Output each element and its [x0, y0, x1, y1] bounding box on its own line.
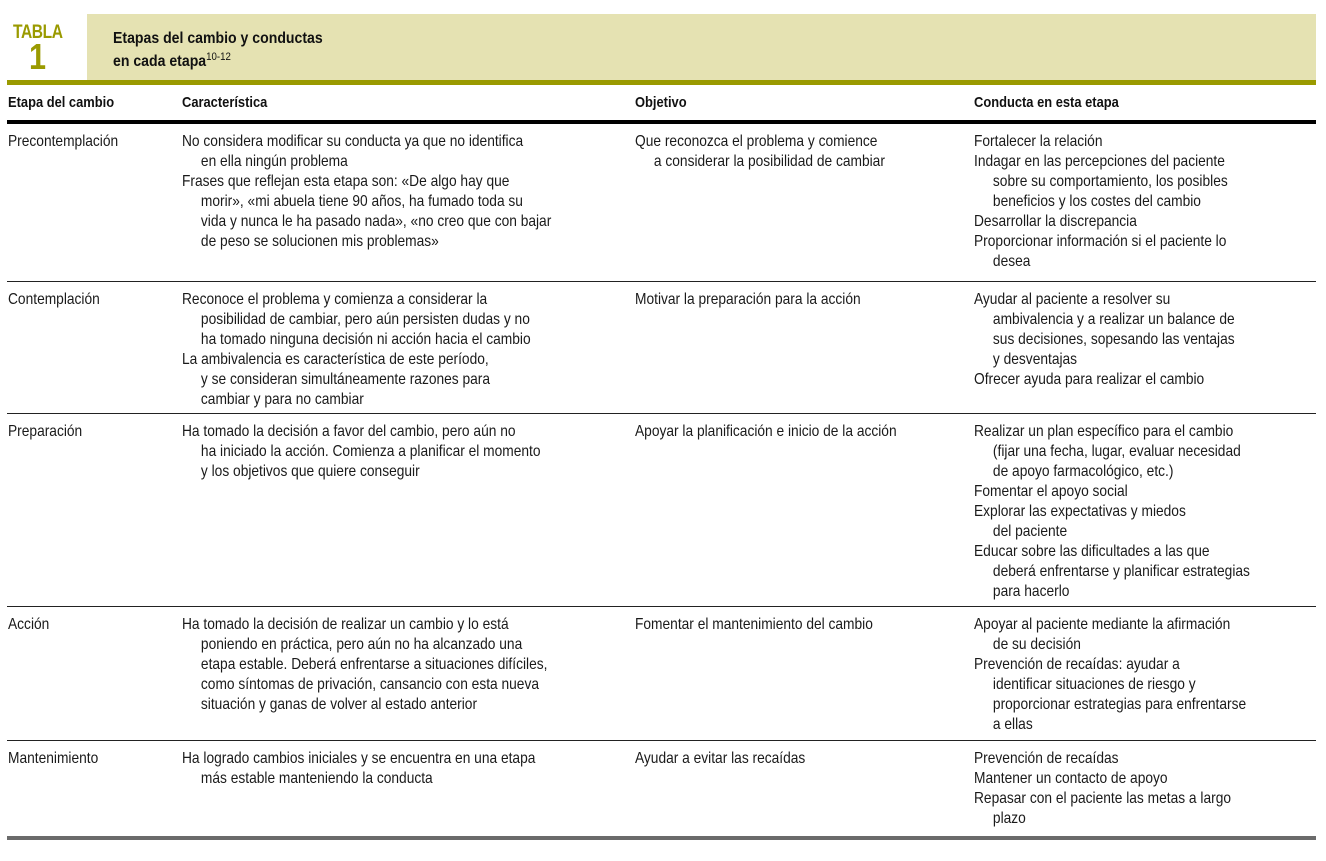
table-title-reference: 10-12: [206, 51, 231, 63]
table-label: [7, 14, 87, 80]
table-row: [7, 124, 1316, 282]
cell-line: Prevención de recaídas: ayudar a: [974, 656, 1180, 673]
objective-cell: [635, 132, 885, 172]
stage-cell: Mantenimiento: [8, 750, 99, 767]
stage-cell: Contemplación: [8, 291, 100, 308]
cell-line: Explorar las expectativas y miedos: [974, 503, 1186, 520]
cell-paragraph: [974, 749, 1231, 769]
conduct-cell: [974, 132, 1228, 272]
cell-paragraph: [974, 769, 1231, 789]
conduct-cell: [974, 422, 1250, 602]
cell-line: Frases que reflejan esta etapa son: «De algo hay que: [182, 173, 510, 190]
cell-line: ambivalencia y a realizar un balance de: [992, 311, 1235, 328]
table-row: [7, 414, 1316, 607]
cell-paragraph: [182, 422, 541, 482]
table-title-line1: Etapas del cambio y conductas: [113, 30, 323, 47]
cell-line: Ha tomado la decisión de realizar un cambio y lo está: [182, 616, 509, 633]
cell-line: proporcionar estrategias para enfrentarse: [992, 696, 1247, 713]
cell-line: Fomentar el apoyo social: [974, 483, 1128, 500]
cell-line: de peso se solucionen mis problemas»: [200, 233, 439, 250]
cell-line: ha tomado ninguna decisión ni acción hacia el cambio: [200, 331, 531, 348]
cell-line: (fijar una fecha, lugar, evaluar necesidad: [992, 443, 1241, 460]
cell-line: Ha tomado la decisión a favor del cambio, pero aún no: [182, 423, 516, 440]
cell-line: Reconoce el problema y comienza a considerar la: [182, 291, 488, 308]
cell-line: beneficios y los costes del cambio: [992, 193, 1201, 210]
table-number: 1: [29, 36, 47, 77]
cell-line: Apoyar al paciente mediante la afirmación: [974, 616, 1231, 633]
cell-paragraph: [974, 370, 1235, 390]
cell-line: Fortalecer la relación: [974, 133, 1103, 150]
characteristic-cell: [182, 422, 541, 482]
table-title: [113, 30, 323, 71]
cell-paragraph: [974, 422, 1250, 482]
cell-line: posibilidad de cambiar, pero aún persisten dudas y no: [200, 311, 530, 328]
cell-paragraph: [635, 749, 805, 769]
cell-paragraph: [974, 132, 1228, 152]
objective-cell: [635, 422, 897, 442]
cell-line: plazo: [992, 810, 1026, 827]
cell-line: Mantener un contacto de apoyo: [974, 770, 1168, 787]
cell-line: Prevención de recaídas: [974, 750, 1119, 767]
table-row: [7, 741, 1316, 836]
cell-line: más estable manteniendo la conducta: [200, 770, 433, 787]
cell-line: poniendo en práctica, pero aún no ha alcanzado una: [200, 636, 523, 653]
cell-line: Motivar la preparación para la acción: [635, 291, 861, 308]
conduct-cell: [974, 290, 1235, 390]
cell-line: Proporcionar información si el paciente lo: [974, 233, 1227, 250]
cell-line: Ayudar a evitar las recaídas: [635, 750, 806, 767]
cell-line: Apoyar la planificación e inicio de la acción: [635, 423, 897, 440]
cell-line: cambiar y para no cambiar: [200, 391, 364, 408]
cell-line: Educar sobre las dificultades a las que: [974, 543, 1210, 560]
objective-cell: [635, 290, 861, 310]
cell-paragraph: [182, 350, 531, 410]
header-objective: Objetivo: [635, 94, 687, 111]
cell-paragraph: [974, 212, 1228, 232]
cell-line: y los objetivos que quiere conseguir: [200, 463, 420, 480]
objective-cell: [635, 615, 873, 635]
cell-paragraph: [974, 542, 1250, 602]
table-row: [7, 282, 1316, 414]
conduct-cell: [974, 615, 1246, 735]
cell-line: sobre su comportamiento, los posibles: [992, 173, 1228, 190]
characteristic-cell: [182, 132, 551, 252]
characteristic-cell: [182, 615, 547, 715]
cell-line: de su decisión: [992, 636, 1081, 653]
cell-line: de apoyo farmacológico, etc.): [992, 463, 1174, 480]
table-label-word: TABLA: [13, 22, 63, 43]
cell-line: en ella ningún problema: [200, 153, 348, 170]
cell-line: La ambivalencia es característica de este período,: [182, 351, 489, 368]
cell-line: Ofrecer ayuda para realizar el cambio: [974, 371, 1205, 388]
objective-cell: [635, 749, 805, 769]
table-title-box: [87, 14, 1316, 80]
cell-paragraph: [182, 132, 551, 172]
table-row: [7, 607, 1316, 741]
cell-paragraph: [974, 482, 1250, 502]
characteristic-cell: [182, 749, 535, 789]
cell-line: Fomentar el mantenimiento del cambio: [635, 616, 873, 633]
cell-line: Ayudar al paciente a resolver su: [974, 291, 1171, 308]
header-stage: Etapa del cambio: [8, 94, 115, 111]
cell-paragraph: [974, 232, 1228, 272]
cell-paragraph: [182, 172, 551, 252]
cell-line: desea: [992, 253, 1031, 270]
cell-paragraph: [974, 290, 1235, 370]
cell-paragraph: [974, 615, 1246, 655]
cell-paragraph: [182, 615, 547, 715]
cell-line: Desarrollar la discrepancia: [974, 213, 1137, 230]
cell-line: a ellas: [992, 716, 1033, 733]
cell-line: vida y nunca le ha pasado nada», «no creo que con bajar: [200, 213, 552, 230]
cell-paragraph: [974, 655, 1246, 735]
cell-line: y desventajas: [992, 351, 1078, 368]
cell-line: Que reconozca el problema y comience: [635, 133, 878, 150]
conduct-cell: [974, 749, 1231, 829]
cell-line: Realizar un plan específico para el cambio: [974, 423, 1234, 440]
cell-line: Indagar en las percepciones del paciente: [974, 153, 1225, 170]
stage-cell: Acción: [8, 616, 50, 633]
cell-paragraph: [635, 132, 885, 172]
cell-paragraph: [974, 789, 1231, 829]
cell-paragraph: [182, 749, 535, 789]
characteristic-cell: [182, 290, 531, 410]
cell-line: a considerar la posibilidad de cambiar: [653, 153, 885, 170]
cell-line: identificar situaciones de riesgo y: [992, 676, 1196, 693]
cell-paragraph: [974, 502, 1250, 542]
cell-line: como síntomas de privación, cansancio con esta nueva: [200, 676, 539, 693]
cell-paragraph: [974, 152, 1228, 212]
cell-line: morir», «mi abuela tiene 90 años, ha fumado toda su: [200, 193, 523, 210]
cell-paragraph: [635, 422, 897, 442]
table-title-line2: en cada etapa: [113, 53, 207, 70]
table-bottom-rule: [7, 836, 1316, 840]
table-header-row: [7, 85, 1316, 120]
cell-line: Ha logrado cambios iniciales y se encuentra en una etapa: [182, 750, 536, 767]
cell-line: ha iniciado la acción. Comienza a planificar el momento: [200, 443, 541, 460]
header-conduct: Conducta en esta etapa: [974, 94, 1119, 111]
cell-paragraph: [182, 290, 531, 350]
cell-line: y se consideran simultáneamente razones para: [200, 371, 491, 388]
stage-cell: Preparación: [8, 423, 83, 440]
cell-line: sus decisiones, sopesando las ventajas: [992, 331, 1235, 348]
cell-line: No considera modificar su conducta ya que no identifica: [182, 133, 524, 150]
cell-line: Repasar con el paciente las metas a largo: [974, 790, 1232, 807]
table-title-band: [7, 14, 1316, 80]
cell-line: etapa estable. Deberá enfrentarse a situaciones difíciles,: [200, 656, 548, 673]
cell-line: para hacerlo: [992, 583, 1070, 600]
header-characteristic: Característica: [182, 94, 268, 111]
cell-paragraph: [635, 615, 873, 635]
cell-line: deberá enfrentarse y planificar estrategias: [992, 563, 1250, 580]
stage-cell: Precontemplación: [8, 133, 119, 150]
cell-line: del paciente: [992, 523, 1068, 540]
cell-line: situación y ganas de volver al estado anterior: [200, 696, 478, 713]
cell-paragraph: [635, 290, 861, 310]
